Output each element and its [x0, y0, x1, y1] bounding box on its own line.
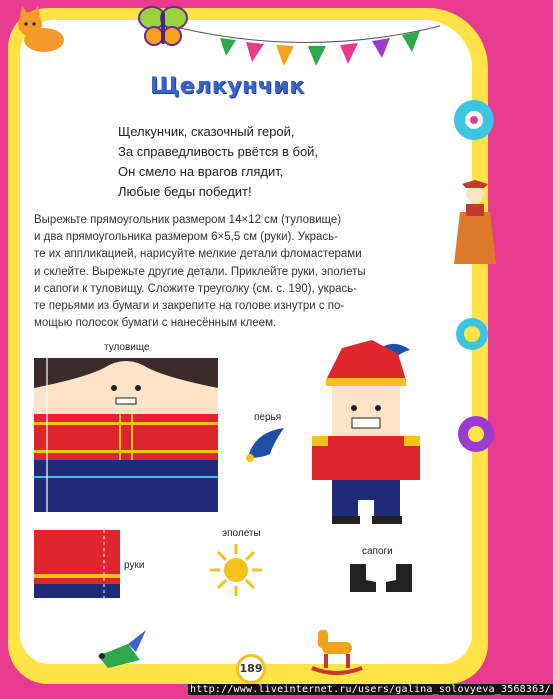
- poem-line: За справедливость рвётся в бой,: [118, 144, 319, 159]
- epaulette-sun-icon: [204, 540, 268, 596]
- instructions-line: и два прямоугольника размером 6×5,5 см (руки). Укрась-: [34, 231, 338, 244]
- instructions-line: и сапоги к туловищу. Сложите треуголку (см. с. 190), укрась-: [34, 282, 358, 295]
- arms-label: руки: [124, 560, 145, 571]
- feathers-label: перья: [254, 412, 282, 423]
- poem-line: Он смело на врагов глядит,: [118, 164, 284, 179]
- ball-ornament-icon: [456, 414, 496, 454]
- feather-icon: [244, 424, 288, 464]
- rocking-horse-icon: [306, 620, 366, 676]
- ball-ornament-icon: [454, 312, 490, 352]
- boots-icon: [346, 562, 420, 594]
- poem: [118, 122, 378, 202]
- torso-label: туловище: [104, 342, 150, 353]
- instructions-line: те их аппликацией, нарисуйте мелкие детали фломастерами: [34, 248, 362, 261]
- snowflake-ornament-icon: [452, 98, 496, 142]
- arms-template-illustration: [34, 530, 120, 598]
- boots-label: сапоги: [362, 546, 393, 557]
- instructions-line: мощью полосок бумаги с нанесённым клеем.: [34, 317, 277, 330]
- nutcracker-figure: [312, 340, 422, 526]
- cat-icon: [14, 6, 66, 56]
- poem-line: Щелкунчик, сказочный герой,: [118, 124, 295, 139]
- instructions-line: Вырежьте прямоугольник размером 14×12 см (туловище): [34, 214, 342, 226]
- instructions: [34, 212, 432, 332]
- instructions-line: те перьями из бумаги и закрепите на голове изнутри с по-: [34, 300, 345, 313]
- page-number: 189: [236, 654, 266, 684]
- epaulettes-label: эполеты: [222, 528, 261, 539]
- garland-decoration: [180, 18, 440, 78]
- page-title: Щелкунчик: [150, 74, 305, 99]
- bird-icon: [88, 626, 148, 676]
- torso-template-illustration: [34, 358, 218, 512]
- poem-line: Любые беды победит!: [118, 184, 252, 199]
- girl-figure-icon: [452, 178, 498, 268]
- butterfly-icon: [138, 4, 188, 50]
- instructions-line: и склейте. Вырежьте другие детали. Приклейте руки, эполеты: [34, 265, 366, 278]
- footer-url: http://www.liveinternet.ru/users/galina_solovyeva_3568363/: [190, 684, 551, 695]
